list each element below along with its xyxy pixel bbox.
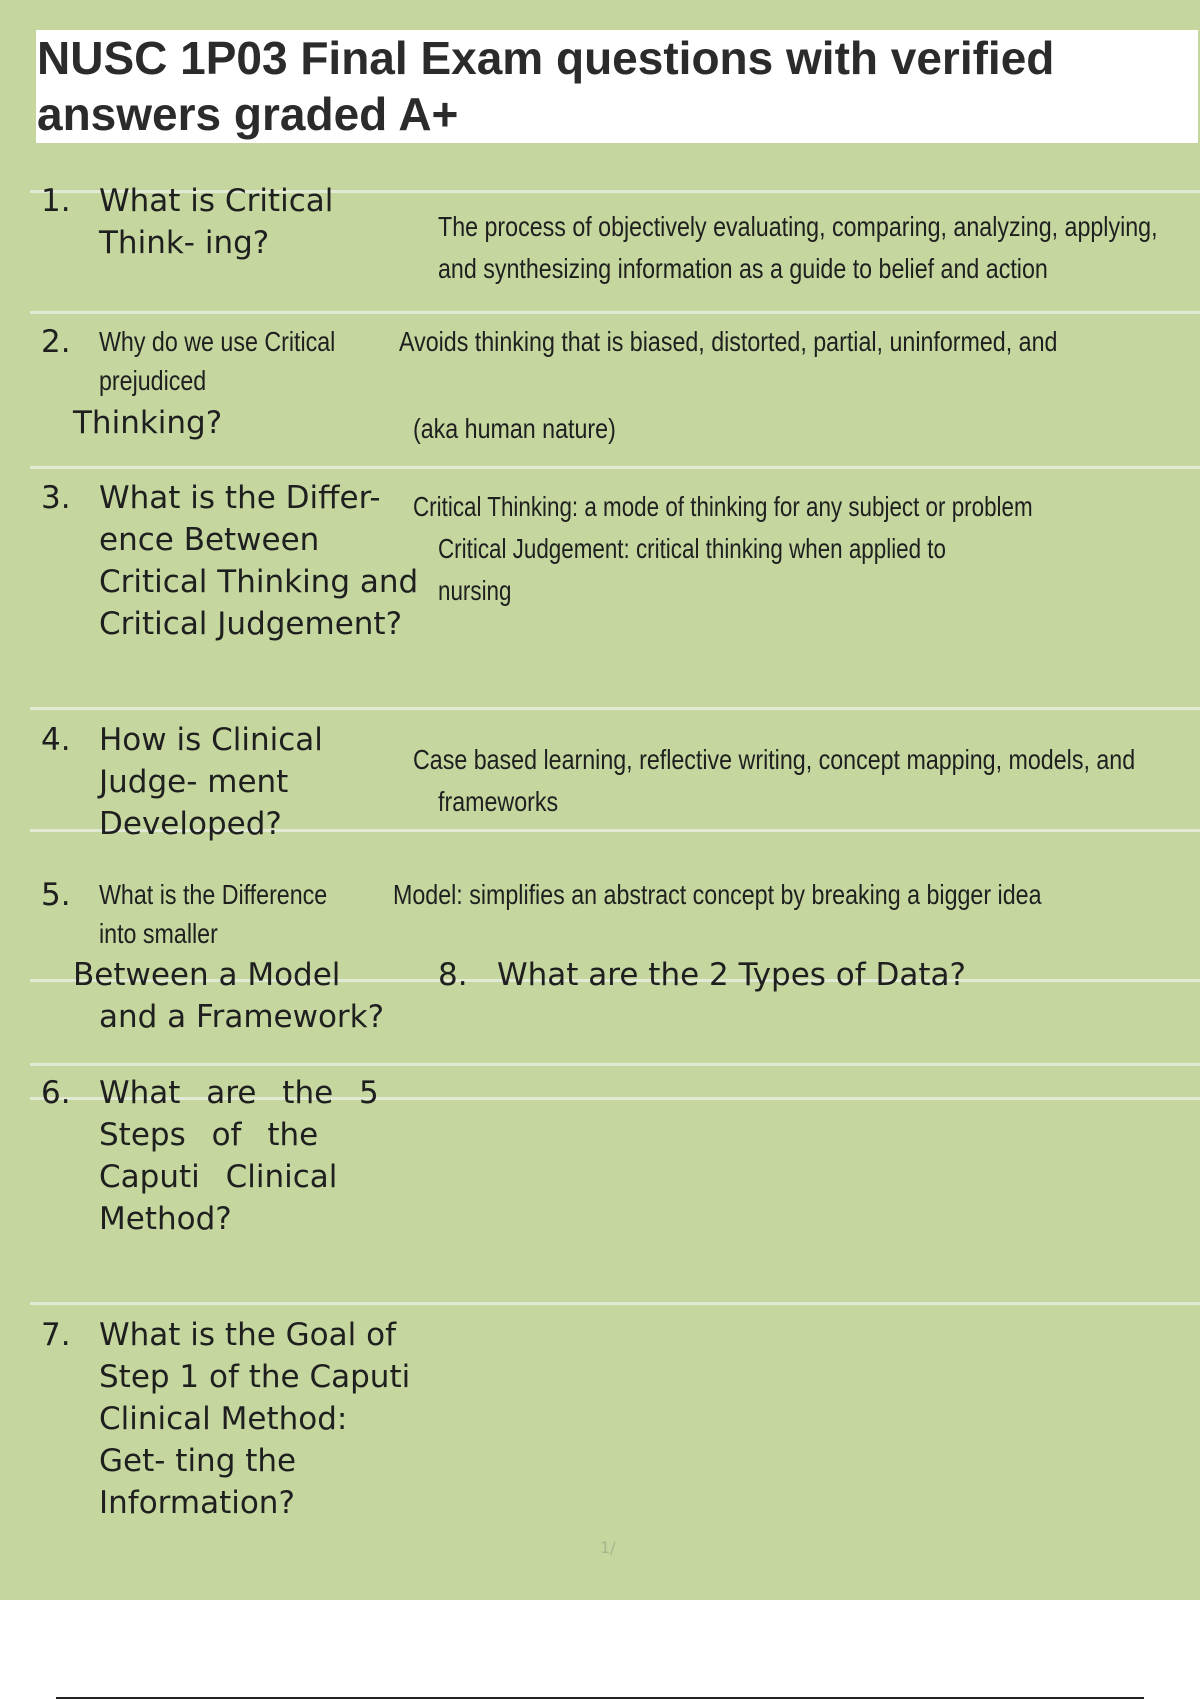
question-text-continued: and a Framework? <box>99 999 385 1035</box>
question-number: 6. <box>41 1075 71 1111</box>
answer-text: Critical Judgement: critical thinking when applied to <box>438 533 946 564</box>
question-text: What are the 5 Steps of the Caputi Clinical Method? <box>99 1075 379 1237</box>
question-text: What is the Differ- ence Between Critical Thinking and Critical Judgement? <box>99 480 419 642</box>
answer-text: Avoids thinking that is biased, distorted, partial, uninformed, and <box>399 326 1058 357</box>
question-text-continued: Thinking? <box>73 405 223 441</box>
page-number: 1/ <box>600 1538 616 1557</box>
question-number: 4. <box>41 722 71 758</box>
answer-text: Critical Thinking: a mode of thinking for any subject or problem <box>413 491 1033 522</box>
answer-text: (aka human nature) <box>413 413 616 444</box>
question-number: 7. <box>41 1317 71 1353</box>
answer-text: Case based learning, reflective writing, concept mapping, models, and <box>413 744 1136 775</box>
question-text: Why do we use Critical <box>99 326 336 357</box>
question-number: 3. <box>41 480 71 516</box>
question-text-continued: Between a Model <box>73 957 341 993</box>
answer-text: Model: simplifies an abstract concept by breaking a bigger idea <box>393 879 1042 910</box>
question-text: How is Clinical Judge- ment Developed? <box>99 722 323 842</box>
answer-text: nursing <box>438 575 512 606</box>
answer-text: frameworks <box>438 786 559 817</box>
answer-text: The process of objectively evaluating, comparing, analyzing, applying, <box>438 211 1158 242</box>
question-text: What is the Goal of Step 1 of the Caputi Clinical Method: Get- ting the Information? <box>99 1317 411 1521</box>
footer-rule <box>56 1697 1144 1699</box>
question-number: 5. <box>41 877 71 913</box>
question-text: What is Critical Think- ing? <box>99 183 334 261</box>
question-number: 1. <box>41 183 71 219</box>
row-divider <box>30 1302 1200 1305</box>
row-divider <box>30 466 1200 469</box>
answer-text: prejudiced <box>99 365 207 396</box>
question-number: 2. <box>41 324 71 360</box>
question-text: What is the Difference <box>99 879 328 910</box>
row-divider <box>30 311 1200 314</box>
row-divider <box>30 1063 1200 1066</box>
row-divider <box>30 707 1200 710</box>
answer-text: into smaller <box>99 918 218 949</box>
answer-text: and synthesizing information as a guide to belief and action <box>438 253 1048 284</box>
question-text: What are the 2 Types of Data? <box>497 957 967 993</box>
question-number: 8. <box>438 957 468 993</box>
document-title: NUSC 1P03 Final Exam questions with verified answers graded A+ <box>37 32 1055 140</box>
